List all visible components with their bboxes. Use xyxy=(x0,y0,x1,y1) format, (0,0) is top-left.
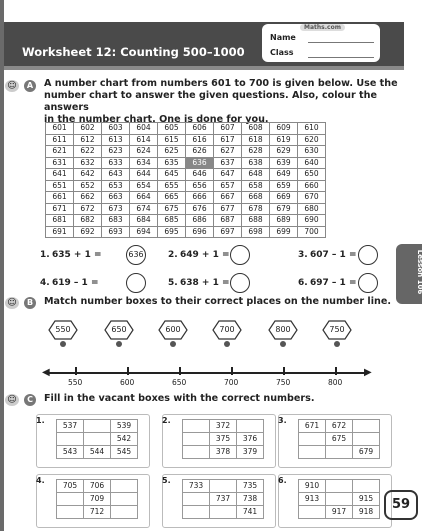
grid-number: 6. xyxy=(278,476,287,485)
grid-cell[interactable]: 375 xyxy=(210,433,237,446)
grid-number: 4. xyxy=(36,476,45,485)
grid-cell[interactable]: 712 xyxy=(84,506,111,519)
grid-cell[interactable]: 376 xyxy=(237,433,264,446)
chart-cell[interactable]: 689 xyxy=(270,215,298,227)
chart-cell[interactable]: 605 xyxy=(158,123,186,135)
question-number: 2. xyxy=(168,250,178,260)
grid-cell[interactable]: 735 xyxy=(237,480,264,493)
grid-number: 2. xyxy=(162,416,171,425)
chart-cell[interactable]: 655 xyxy=(158,180,186,192)
match-dot[interactable] xyxy=(224,341,230,347)
chart-cell[interactable]: 623 xyxy=(102,146,130,158)
chart-cell[interactable]: 666 xyxy=(186,192,214,204)
grid-cell[interactable]: 543 xyxy=(57,446,84,459)
chart-cell[interactable]: 641 xyxy=(46,169,74,181)
number-line-label: 800 xyxy=(328,378,343,387)
grid-cell[interactable]: 738 xyxy=(237,493,264,506)
chart-cell[interactable]: 686 xyxy=(186,215,214,227)
grid-cell[interactable]: 910 xyxy=(299,480,326,493)
name-label: Name xyxy=(270,33,296,42)
chart-cell[interactable]: 685 xyxy=(158,215,186,227)
match-dot[interactable] xyxy=(280,341,286,347)
class-label: Class xyxy=(270,48,294,57)
chart-cell[interactable]: 664 xyxy=(130,192,158,204)
grid-cell[interactable]: 542 xyxy=(111,433,138,446)
grid-cell[interactable] xyxy=(57,506,84,519)
chart-cell[interactable]: 675 xyxy=(158,203,186,215)
match-dot[interactable] xyxy=(334,341,340,347)
question-expression: 638 + 1 = xyxy=(180,278,230,288)
chart-cell[interactable]: 671 xyxy=(46,203,74,215)
chart-cell[interactable]: 651 xyxy=(46,180,74,192)
number-box-value: 750 xyxy=(329,325,345,334)
grid-cell[interactable]: 675 xyxy=(326,433,353,446)
chart-cell[interactable]: 653 xyxy=(102,180,130,192)
chart-row xyxy=(46,203,326,215)
chart-cell[interactable]: 661 xyxy=(46,192,74,204)
chart-cell[interactable]: 614 xyxy=(130,134,158,146)
chart-cell[interactable]: 681 xyxy=(46,215,74,227)
chart-cell[interactable]: 673 xyxy=(102,203,130,215)
name-field[interactable] xyxy=(308,42,374,43)
chart-row xyxy=(46,192,326,204)
chart-row xyxy=(46,146,326,158)
chart-cell[interactable]: 680 xyxy=(298,203,326,215)
grid-cell[interactable] xyxy=(326,480,353,493)
chart-cell[interactable]: 658 xyxy=(242,180,270,192)
chart-cell[interactable]: 603 xyxy=(102,123,130,135)
instruction-line: number chart to answer the given questions. Also, colour the answers xyxy=(44,90,377,113)
grid-cell[interactable] xyxy=(111,506,138,519)
chart-cell[interactable]: 635 xyxy=(158,157,186,169)
grid-cell[interactable] xyxy=(353,433,380,446)
mascot-icon: ☺ xyxy=(5,80,19,92)
question-number: 1. xyxy=(40,250,50,260)
lesson-tab xyxy=(396,244,422,304)
chart-cell[interactable]: 696 xyxy=(186,226,214,238)
section-c-badge: C xyxy=(24,394,36,406)
chart-cell[interactable]: 670 xyxy=(298,192,326,204)
question-expression: 649 + 1 = xyxy=(180,250,230,260)
grid-cell[interactable]: 917 xyxy=(326,506,353,519)
grid-cell[interactable]: 544 xyxy=(84,446,111,459)
number-grid xyxy=(298,479,380,519)
chart-row xyxy=(46,123,326,135)
number-box[interactable] xyxy=(216,322,238,338)
number-line-tick[interactable] xyxy=(179,367,181,375)
chart-cell[interactable]: 606 xyxy=(186,123,214,135)
chart-cell[interactable]: 676 xyxy=(186,203,214,215)
question-expression: 697 – 1 = xyxy=(310,278,357,288)
chart-row xyxy=(46,180,326,192)
number-grid xyxy=(182,419,264,459)
section-a-instruction xyxy=(44,78,422,126)
chart-cell[interactable]: 692 xyxy=(74,226,102,238)
chart-cell[interactable]: 677 xyxy=(214,203,242,215)
question-expression: 635 + 1 = xyxy=(52,250,102,260)
number-line-label: 750 xyxy=(276,378,291,387)
chart-cell[interactable]: 668 xyxy=(242,192,270,204)
chart-cell[interactable]: 656 xyxy=(186,180,214,192)
grid-cell[interactable]: 733 xyxy=(183,480,210,493)
chart-cell[interactable]: 639 xyxy=(270,157,298,169)
question-number: 3. xyxy=(298,250,308,260)
chart-row xyxy=(46,134,326,146)
chart-cell[interactable]: 667 xyxy=(214,192,242,204)
grid-cell[interactable] xyxy=(299,506,326,519)
answer-circle[interactable] xyxy=(358,245,378,265)
question-item xyxy=(168,278,230,288)
grid-cell[interactable] xyxy=(353,420,380,433)
chart-cell[interactable]: 695 xyxy=(158,226,186,238)
grid-cell[interactable]: 672 xyxy=(326,420,353,433)
chart-cell[interactable]: 654 xyxy=(130,180,158,192)
chart-cell[interactable]: 638 xyxy=(242,157,270,169)
chart-cell[interactable]: 645 xyxy=(158,169,186,181)
number-line-tick[interactable] xyxy=(283,367,285,375)
number-line-label: 700 xyxy=(224,378,239,387)
chart-cell[interactable]: 643 xyxy=(102,169,130,181)
chart-cell[interactable]: 632 xyxy=(74,157,102,169)
chart-cell[interactable]: 694 xyxy=(130,226,158,238)
chart-cell[interactable]: 628 xyxy=(242,146,270,158)
chart-cell[interactable]: 634 xyxy=(130,157,158,169)
chart-cell[interactable]: 609 xyxy=(270,123,298,135)
question-item xyxy=(298,278,357,288)
chart-cell[interactable]: 698 xyxy=(242,226,270,238)
chart-cell[interactable]: 642 xyxy=(74,169,102,181)
grid-cell[interactable]: 539 xyxy=(111,420,138,433)
chart-cell[interactable]: 610 xyxy=(298,123,326,135)
chart-cell[interactable]: 619 xyxy=(270,134,298,146)
grid-cell[interactable]: 372 xyxy=(210,420,237,433)
chart-cell[interactable]: 601 xyxy=(46,123,74,135)
chart-cell[interactable]: 611 xyxy=(46,134,74,146)
grid-cell[interactable]: 537 xyxy=(57,420,84,433)
chart-cell[interactable]: 684 xyxy=(130,215,158,227)
chart-cell[interactable]: 662 xyxy=(74,192,102,204)
number-box-value: 800 xyxy=(275,325,291,334)
section-c-instruction: Fill in the vacant boxes with the correct numbers. xyxy=(44,393,315,404)
grid-cell[interactable]: 737 xyxy=(210,493,237,506)
chart-cell[interactable]: 644 xyxy=(130,169,158,181)
chart-cell[interactable]: 687 xyxy=(214,215,242,227)
page-edge xyxy=(0,0,4,531)
grid-cell[interactable]: 913 xyxy=(299,493,326,506)
chart-row xyxy=(46,226,326,238)
grid-cell[interactable] xyxy=(84,433,111,446)
grid-cell[interactable]: 379 xyxy=(237,446,264,459)
chart-cell[interactable]: 618 xyxy=(242,134,270,146)
chart-cell[interactable]: 627 xyxy=(214,146,242,158)
chart-cell[interactable]: 607 xyxy=(214,123,242,135)
grid-cell[interactable] xyxy=(353,480,380,493)
chart-cell[interactable]: 679 xyxy=(270,203,298,215)
number-grid xyxy=(182,479,264,519)
number-line-label: 550 xyxy=(68,378,83,387)
number-grid xyxy=(56,419,138,459)
number-box-value: 700 xyxy=(219,325,235,334)
chart-cell[interactable]: 631 xyxy=(46,157,74,169)
number-line xyxy=(48,372,368,374)
grid-cell[interactable]: 671 xyxy=(299,420,326,433)
chart-cell[interactable]: 672 xyxy=(74,203,102,215)
grid-cell[interactable] xyxy=(210,480,237,493)
chart-cell[interactable]: 608 xyxy=(242,123,270,135)
chart-cell[interactable]: 678 xyxy=(242,203,270,215)
grid-cell[interactable] xyxy=(210,506,237,519)
chart-cell[interactable]: 646 xyxy=(186,169,214,181)
chart-cell[interactable]: 616 xyxy=(186,134,214,146)
chart-cell[interactable]: 683 xyxy=(102,215,130,227)
grid-cell[interactable] xyxy=(111,480,138,493)
grid-cell[interactable] xyxy=(84,420,111,433)
number-grid xyxy=(56,479,138,519)
chart-cell[interactable]: 636 xyxy=(186,157,214,169)
chart-cell[interactable]: 633 xyxy=(102,157,130,169)
chart-row xyxy=(46,157,326,169)
brand-logo: Maths.com xyxy=(300,24,345,31)
number-box[interactable] xyxy=(162,322,184,338)
answer-circle[interactable]: 636 xyxy=(126,245,146,265)
answer-circle[interactable] xyxy=(230,273,250,293)
chart-cell[interactable]: 625 xyxy=(158,146,186,158)
question-number: 5. xyxy=(168,278,178,288)
grid-cell[interactable]: 915 xyxy=(353,493,380,506)
chart-cell[interactable]: 663 xyxy=(102,192,130,204)
number-box[interactable] xyxy=(272,322,294,338)
chart-cell[interactable]: 621 xyxy=(46,146,74,158)
chart-cell[interactable]: 640 xyxy=(298,157,326,169)
question-expression: 607 – 1 = xyxy=(310,250,357,260)
number-box-value: 600 xyxy=(165,325,181,334)
number-line-label: 600 xyxy=(120,378,135,387)
match-dot[interactable] xyxy=(170,341,176,347)
chart-cell[interactable]: 699 xyxy=(270,226,298,238)
grid-cell[interactable]: 918 xyxy=(353,506,380,519)
chart-cell[interactable]: 693 xyxy=(102,226,130,238)
chart-cell[interactable]: 648 xyxy=(242,169,270,181)
worksheet-title: Worksheet 12: Counting 500–1000 xyxy=(22,45,245,59)
chart-cell[interactable]: 674 xyxy=(130,203,158,215)
chart-cell[interactable]: 637 xyxy=(214,157,242,169)
number-chart xyxy=(45,122,326,238)
chart-cell[interactable]: 630 xyxy=(298,146,326,158)
grid-cell[interactable]: 709 xyxy=(84,493,111,506)
question-item xyxy=(168,250,230,260)
grid-cell[interactable]: 545 xyxy=(111,446,138,459)
match-dot[interactable] xyxy=(116,341,122,347)
section-b-badge: B xyxy=(24,297,36,309)
grid-cell[interactable]: 706 xyxy=(84,480,111,493)
grid-cell[interactable] xyxy=(183,420,210,433)
chart-cell[interactable]: 690 xyxy=(298,215,326,227)
chart-cell[interactable]: 604 xyxy=(130,123,158,135)
chart-cell[interactable]: 602 xyxy=(74,123,102,135)
grid-cell[interactable] xyxy=(57,433,84,446)
number-line-tick[interactable] xyxy=(231,367,233,375)
chart-cell[interactable]: 669 xyxy=(270,192,298,204)
grid-cell[interactable] xyxy=(183,493,210,506)
chart-cell[interactable]: 649 xyxy=(270,169,298,181)
number-line-label: 650 xyxy=(172,378,187,387)
question-number: 4. xyxy=(40,278,50,288)
grid-cell[interactable] xyxy=(57,493,84,506)
answer-circle[interactable] xyxy=(358,273,378,293)
number-line-tick[interactable] xyxy=(127,367,129,375)
number-grid xyxy=(298,419,380,459)
class-field[interactable] xyxy=(308,57,374,58)
chart-cell[interactable]: 650 xyxy=(298,169,326,181)
grid-number: 1. xyxy=(36,416,45,425)
number-box[interactable] xyxy=(326,322,348,338)
chart-cell[interactable]: 700 xyxy=(298,226,326,238)
chart-cell[interactable]: 624 xyxy=(130,146,158,158)
grid-cell[interactable]: 705 xyxy=(57,480,84,493)
chart-cell[interactable]: 665 xyxy=(158,192,186,204)
chart-cell[interactable]: 622 xyxy=(74,146,102,158)
answer-circle[interactable] xyxy=(126,273,146,293)
grid-cell[interactable]: 741 xyxy=(237,506,264,519)
number-box[interactable] xyxy=(108,322,130,338)
grid-cell[interactable] xyxy=(183,446,210,459)
chart-cell[interactable]: 613 xyxy=(102,134,130,146)
grid-cell[interactable] xyxy=(326,493,353,506)
chart-cell[interactable]: 617 xyxy=(214,134,242,146)
grid-cell[interactable] xyxy=(111,493,138,506)
number-box-value: 650 xyxy=(111,325,127,334)
grid-number: 3. xyxy=(278,416,287,425)
grid-cell[interactable] xyxy=(326,446,353,459)
chart-cell[interactable]: 691 xyxy=(46,226,74,238)
chart-cell[interactable]: 652 xyxy=(74,180,102,192)
instruction-line: in the number chart. One is done for you. xyxy=(44,114,269,125)
chart-cell[interactable]: 688 xyxy=(242,215,270,227)
page-number: 59 xyxy=(384,490,418,520)
grid-cell[interactable] xyxy=(183,433,210,446)
chart-cell[interactable]: 629 xyxy=(270,146,298,158)
number-box[interactable] xyxy=(52,322,74,338)
section-a-badge: A xyxy=(24,80,36,92)
lesson-tab-label: Lesson 106 xyxy=(416,249,424,295)
chart-cell[interactable]: 682 xyxy=(74,215,102,227)
grid-cell[interactable] xyxy=(237,420,264,433)
grid-cell[interactable]: 679 xyxy=(353,446,380,459)
chart-cell[interactable]: 612 xyxy=(74,134,102,146)
instruction-line: A number chart from numbers 601 to 700 is given below. Use the xyxy=(44,78,398,89)
number-box-value: 550 xyxy=(55,325,71,334)
chart-cell[interactable]: 647 xyxy=(214,169,242,181)
chart-cell[interactable]: 659 xyxy=(270,180,298,192)
grid-cell[interactable]: 378 xyxy=(210,446,237,459)
chart-cell[interactable]: 615 xyxy=(158,134,186,146)
chart-cell[interactable]: 626 xyxy=(186,146,214,158)
question-expression: 619 – 1 = xyxy=(52,278,99,288)
mascot-icon: ☺ xyxy=(5,394,19,406)
grid-cell[interactable] xyxy=(299,433,326,446)
question-number: 6. xyxy=(298,278,308,288)
section-b-instruction: Match number boxes to their correct places on the number line. xyxy=(44,296,391,307)
number-line-tick[interactable] xyxy=(335,367,337,375)
question-item xyxy=(40,278,99,288)
grid-cell[interactable] xyxy=(299,446,326,459)
number-line-tick[interactable] xyxy=(75,367,77,375)
question-item xyxy=(40,250,102,260)
arrow-right-icon: ▶ xyxy=(364,367,372,378)
chart-row xyxy=(46,169,326,181)
question-item xyxy=(298,250,357,260)
chart-cell[interactable]: 697 xyxy=(214,226,242,238)
chart-cell[interactable]: 657 xyxy=(214,180,242,192)
arrow-left-icon: ◀ xyxy=(42,367,50,378)
chart-cell[interactable]: 620 xyxy=(298,134,326,146)
chart-cell[interactable]: 660 xyxy=(298,180,326,192)
grid-cell[interactable] xyxy=(183,506,210,519)
grid-number: 5. xyxy=(162,476,171,485)
mascot-icon: ☺ xyxy=(5,297,19,309)
match-dot[interactable] xyxy=(60,341,66,347)
answer-circle[interactable] xyxy=(230,245,250,265)
chart-row xyxy=(46,215,326,227)
